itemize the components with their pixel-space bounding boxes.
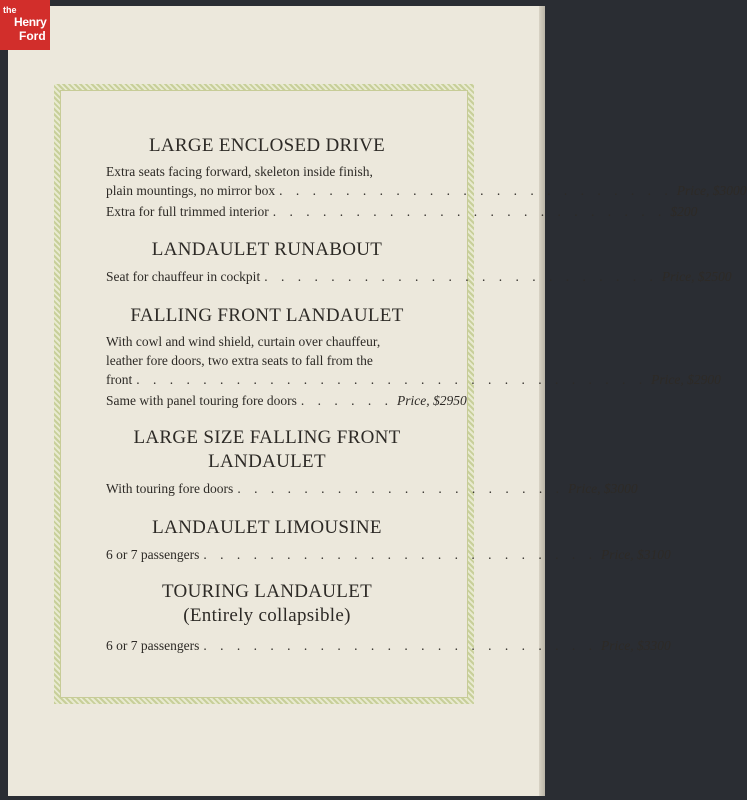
price-row bbox=[106, 202, 698, 221]
item-price: Price, $3300 bbox=[600, 638, 671, 653]
section-title: LANDAULET LIMOUSINE bbox=[152, 517, 382, 538]
section-large-enclosed-drive bbox=[106, 134, 747, 221]
leader-dots: . . . . . . . . . . . . . . . . . . . . bbox=[237, 481, 564, 496]
item-price: Price, $3100 bbox=[600, 547, 671, 562]
price-row bbox=[106, 391, 467, 410]
description-line: With cowl and wind shield, curtain over chauffeur, bbox=[106, 334, 381, 349]
item-price: Price, $2500 bbox=[661, 269, 732, 284]
section-title: TOURING LANDAULET bbox=[161, 581, 373, 602]
price-row bbox=[106, 370, 721, 389]
section-title: LARGE ENCLOSED DRIVE bbox=[148, 135, 386, 156]
item-text: 6 or 7 passengers bbox=[106, 547, 200, 562]
description-line: Extra seats facing forward, skeleton inside finish, bbox=[106, 164, 373, 179]
item-price: $200 bbox=[670, 204, 698, 219]
henry-ford-logo bbox=[0, 0, 50, 50]
item-price: Price, $3000 bbox=[676, 183, 747, 198]
section-subtitle: (Entirely collapsible) bbox=[183, 605, 351, 626]
leader-dots: . . . . . . . . . . . . . . . . . . . . . . . . . . . . . . . bbox=[136, 372, 648, 387]
item-text: front bbox=[106, 372, 133, 387]
item-text: plain mountings, no mirror box bbox=[106, 183, 276, 198]
price-row bbox=[106, 479, 638, 498]
price-row bbox=[106, 636, 671, 655]
item-text: Extra for full trimmed interior bbox=[106, 204, 269, 219]
section-title: LANDAULET RUNABOUT bbox=[151, 239, 383, 260]
price-row bbox=[106, 267, 732, 286]
leader-dots: . . . . . . . . . . . . . . . . . . . . . . . . bbox=[203, 638, 597, 653]
section-large-size-falling-front-landaulet bbox=[106, 426, 638, 498]
logo-henry: Henry bbox=[14, 15, 47, 29]
item-text: 6 or 7 passengers bbox=[106, 638, 200, 653]
item-text: With touring fore doors bbox=[106, 481, 234, 496]
description-line: leather fore doors, two extra seats to fall from the bbox=[106, 353, 373, 368]
price-row bbox=[106, 181, 747, 200]
leader-dots: . . . . . . . . . . . . . . . . . . . . . . . . bbox=[203, 547, 597, 562]
price-row bbox=[106, 545, 671, 564]
leader-dots: . . . . . . . . . . . . . . . . . . . . . . . . bbox=[272, 204, 667, 219]
section-landaulet-limousine bbox=[106, 516, 671, 564]
item-text: Seat for chauffeur in cockpit bbox=[106, 269, 261, 284]
leader-dots: . . . . . . . . . . . . . . . . . . . . . . . . bbox=[279, 183, 673, 198]
section-landaulet-runabout bbox=[106, 238, 732, 286]
page-edge bbox=[539, 6, 545, 796]
section-title: FALLING FRONT LANDAULET bbox=[130, 305, 404, 326]
leader-dots: . . . . . . bbox=[300, 393, 393, 408]
item-price: Price, $2900 bbox=[651, 372, 721, 387]
item-text: Same with panel touring fore doors bbox=[106, 393, 297, 408]
section-title-line2: LANDAULET bbox=[208, 451, 326, 472]
section-title-line1: LARGE SIZE FALLING FRONT bbox=[133, 427, 401, 448]
section-falling-front-landaulet bbox=[106, 304, 721, 410]
item-price: Price, $3000 bbox=[567, 481, 638, 496]
logo-ford: Ford bbox=[19, 29, 46, 43]
logo-the: the bbox=[3, 5, 17, 15]
section-touring-landaulet bbox=[106, 580, 671, 655]
leader-dots: . . . . . . . . . . . . . . . . . . . . . . . . bbox=[264, 269, 658, 284]
item-price: Price, $2950 bbox=[396, 393, 467, 408]
